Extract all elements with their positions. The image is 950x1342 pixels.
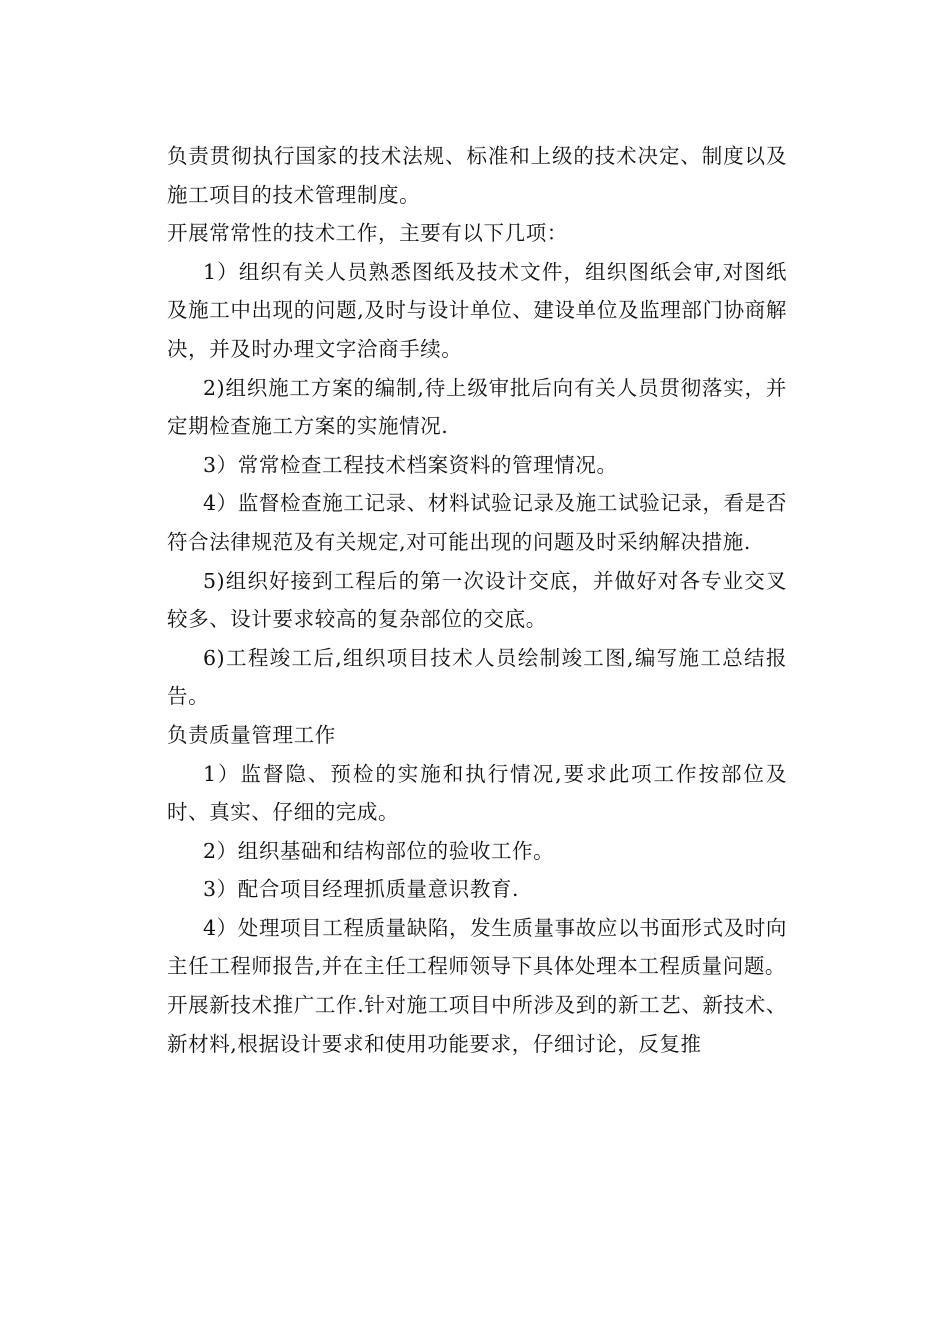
paragraph-item-5-design-disclosure: 5)组织好接到工程后的第一次设计交底，并做好对各专业交叉较多、设计要求较高的复杂部位的交底。: [167, 568, 787, 632]
paragraph-new-technology: 开展新技术推广工作.针对施工项目中所涉及到的新工艺、新技术、新材料,根据设计要求和使用功能要求，仔细讨论，反复推: [167, 993, 787, 1056]
paragraph-tech-regulations: 负责贯彻执行国家的技术法规、标准和上级的技术决定、制度以及施工项目的技术管理制度。: [167, 144, 787, 207]
paragraph-quality-item-1: 1）监督隐、预检的实施和执行情况,要求此项工作按部位及时、真实、仔细的完成。: [167, 761, 787, 825]
paragraph-item-4-records: 4）监督检查施工记录、材料试验记录及施工试验记录，看是否符合法律规范及有关规定,对可能出现的问题及时采纳解决措施.: [167, 491, 787, 554]
paragraph-quality-item-4: 4）处理项目工程质量缺陷，发生质量事故应以书面形式及时向主任工程师报告,并在主任工程师领导下具体处理本工程质量问题。: [167, 915, 787, 979]
paragraph-quality-item-3: 3）配合项目经理抓质量意识教育.: [203, 877, 520, 902]
paragraph-quality-heading: 负责质量管理工作: [167, 722, 336, 747]
paragraph-item-6-completion: 6)工程竣工后,组织项目技术人员绘制竣工图,编写施工总结报告。: [167, 645, 787, 709]
paragraph-item-2-construction-plan: 2)组织施工方案的编制,待上级审批后向有关人员贯彻落实，并定期检查施工方案的实施情况.: [167, 375, 787, 439]
paragraph-item-1-drawings: 1）组织有关人员熟悉图纸及技术文件，组织图纸会审,对图纸及施工中出现的问题,及时与设计单位、建设单位及监理部门协商解决，并及时办理文字洽商手续。: [167, 259, 787, 361]
paragraph-quality-item-2: 2）组织基础和结构部位的验收工作。: [203, 838, 555, 863]
paragraph-routine-work-heading: 开展常常性的技术工作，主要有以下几项：: [167, 221, 568, 246]
document-body: [167, 137, 787, 1063]
paragraph-item-3-archives: 3）常常检查工程技术档案资料的管理情况。: [203, 452, 618, 477]
